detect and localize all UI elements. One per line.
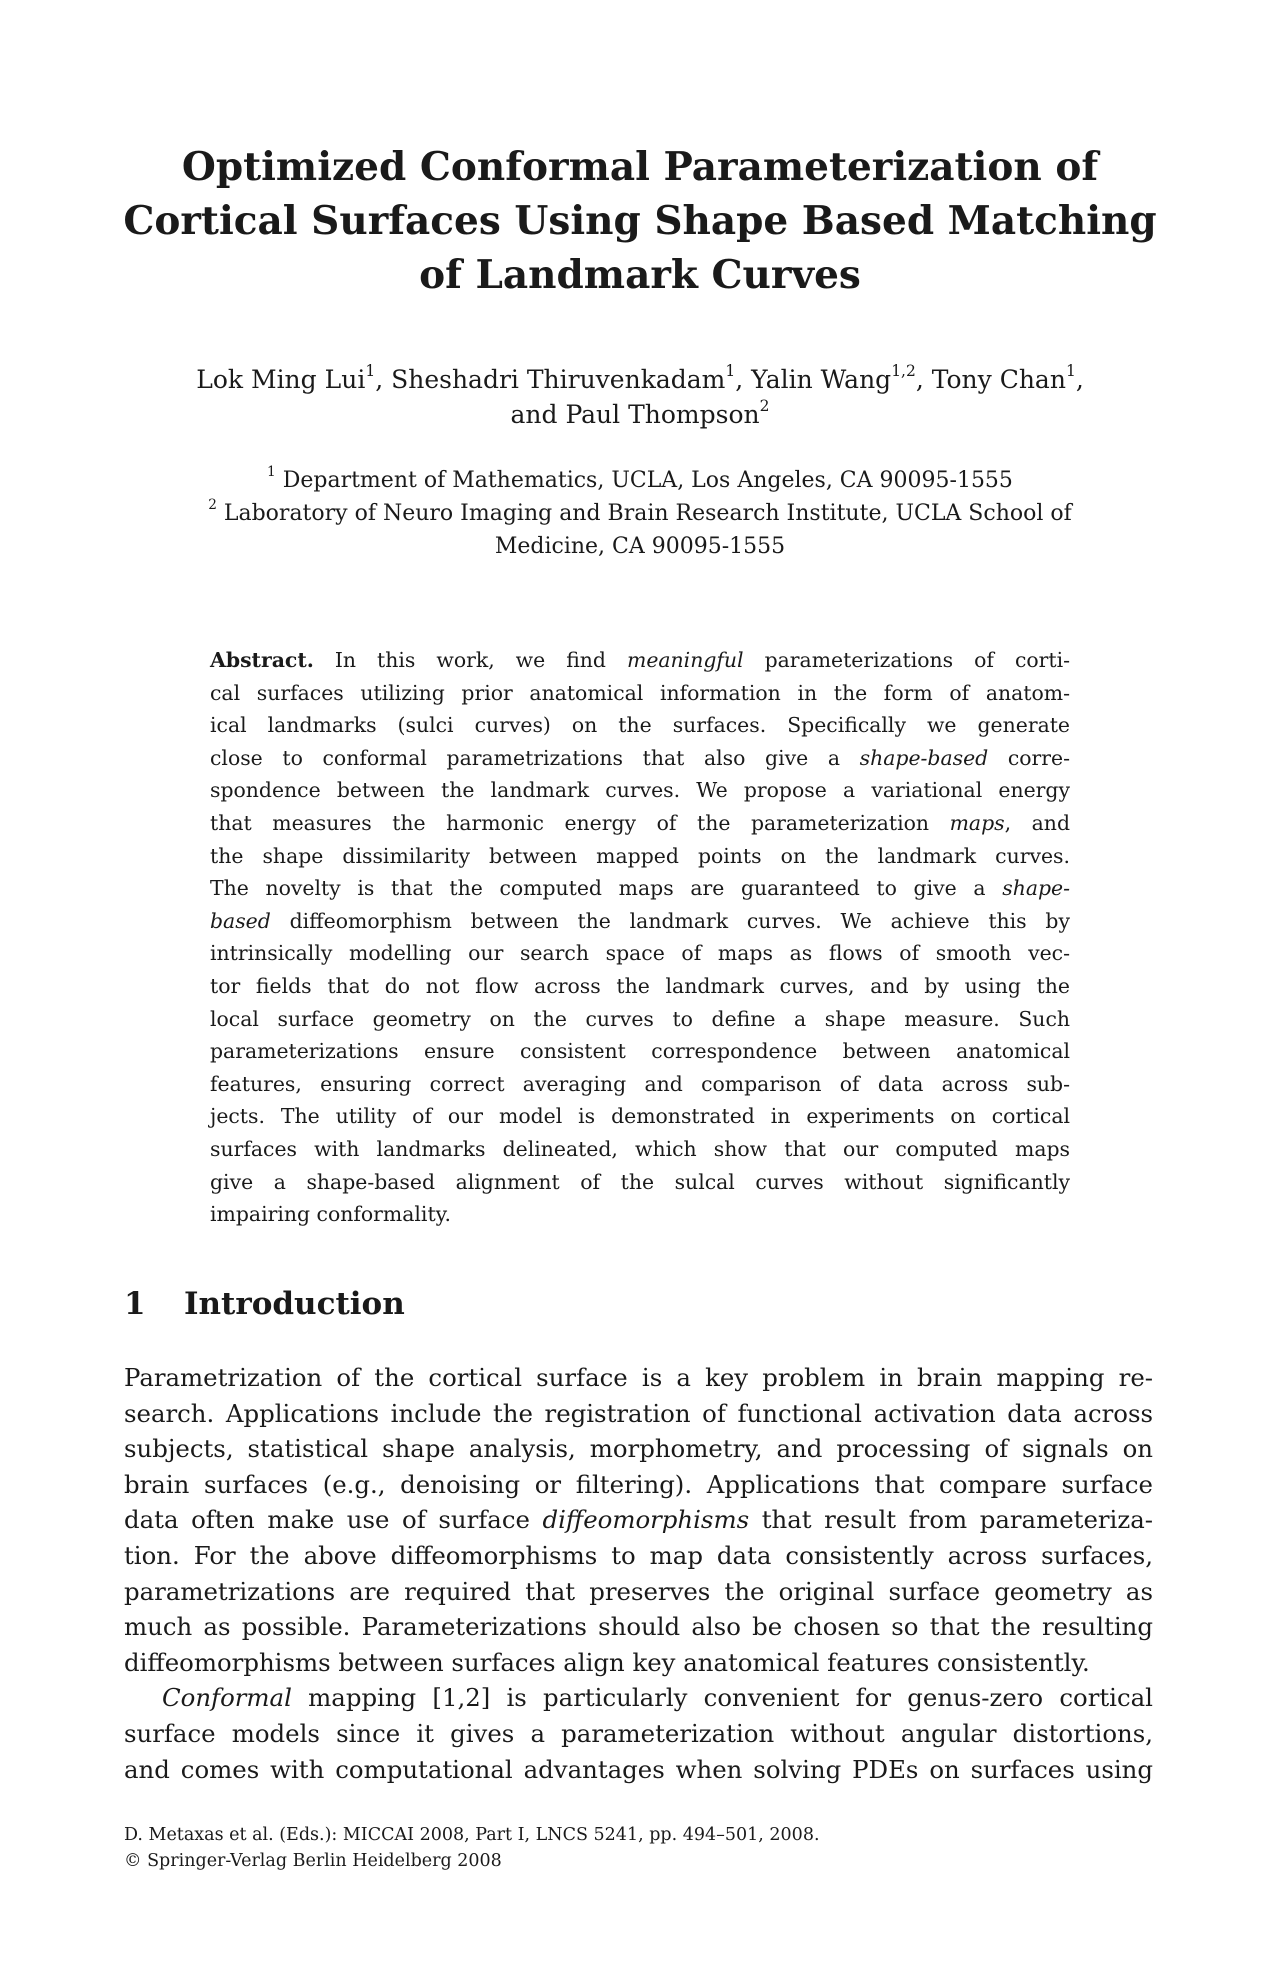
affiliation-number: 2 xyxy=(208,496,217,513)
title-line: of Landmark Curves xyxy=(419,252,861,298)
author-affil-mark: 2 xyxy=(759,396,770,415)
abstract-line: Abstract. In this work, we find meaningful parameterizations of corti- xyxy=(210,648,1070,672)
body-line: data often make use of surface diffeomorphisms that result from parameteriza- xyxy=(124,1505,1153,1535)
body-line: Parametrization of the cortical surface is a key problem in brain mapping re- xyxy=(124,1363,1153,1392)
body-line: tion. For the above diffeomorphisms to map data consistently across surfaces, xyxy=(124,1540,1153,1570)
abstract xyxy=(210,644,1070,1231)
citation-line: D. Metaxas et al. (Eds.): MICCAI 2008, Part I, LNCS 5241, pp. 494–501, 2008. xyxy=(124,1825,820,1845)
body-line: much as possible. Parameterizations should also be chosen so that the resulting xyxy=(124,1612,1153,1642)
affiliation-text: Department of Mathematics, UCLA, Los Angeles, CA 90095-1555 xyxy=(282,468,1013,493)
body-line: brain surfaces (e.g., denoising or filtering). Applications that compare surface xyxy=(124,1469,1153,1499)
abstract-line: that measures the harmonic energy of the parameterization maps, and xyxy=(210,810,1070,835)
title-line: Cortical Surfaces Using Shape Based Matching xyxy=(123,198,1157,244)
abstract-line: give a shape-based alignment of the sulcal curves without significantly xyxy=(210,1169,1070,1194)
body-line: subjects, statistical shape analysis, morphometry, and processing of signals on xyxy=(124,1434,1153,1464)
author-affil-mark: 1 xyxy=(725,361,736,380)
abstract-line: close to conformal parametrizations that also give a shape-based corre- xyxy=(210,745,1070,770)
abstract-line: jects. The utility of our model is demonstrated in experiments on cortical xyxy=(210,1104,1070,1129)
body-line: diffeomorphisms between surfaces align key anatomical features consistently. xyxy=(124,1647,1090,1677)
abstract-line: ical landmarks (sulci curves) on the surfaces. Specifically we generate xyxy=(210,713,1070,738)
author-list xyxy=(100,362,1180,432)
abstract-line: impairing conformality. xyxy=(210,1202,451,1227)
author-name: Tony Chan xyxy=(931,365,1066,394)
affiliation-text: Laboratory of Neuro Imaging and Brain Research Institute, UCLA School of xyxy=(223,501,1072,526)
abstract-line: intrinsically modelling our search space of maps as flows of smooth vec- xyxy=(210,941,1070,966)
abstract-line: surfaces with landmarks delineated, which show that our computed maps xyxy=(210,1136,1070,1161)
title-line: Optimized Conformal Parameterization of xyxy=(181,144,1099,190)
abstract-line: the shape dissimilarity between mapped points on the landmark curves. xyxy=(210,843,1070,868)
abstract-line: local surface geometry on the curves to define a shape measure. Such xyxy=(210,1006,1070,1031)
author-name: Sheshadri Thiruvenkadam xyxy=(391,365,726,394)
section-heading xyxy=(124,1284,405,1324)
copyright-line: © Springer-Verlag Berlin Heidelberg 2008 xyxy=(124,1851,502,1871)
author-name: Paul Thompson xyxy=(565,400,760,429)
paper-title xyxy=(100,140,1180,302)
body-line: parametrizations are required that preserves the original surface geometry as xyxy=(124,1576,1153,1606)
body-line: search. Applications include the registration of functional activation data across xyxy=(124,1398,1153,1428)
abstract-line: parameterizations ensure consistent correspondence between anatomical xyxy=(210,1039,1070,1064)
abstract-line: cal surfaces utilizing prior anatomical information in the form of anatom- xyxy=(210,680,1070,705)
affiliation-1 xyxy=(100,464,1180,497)
abstract-line: based diffeomorphism between the landmark curves. We achieve this by xyxy=(210,908,1070,933)
body-line: and comes with computational advantages when solving PDEs on surfaces using xyxy=(124,1754,1153,1784)
author-affil-mark: 1,2 xyxy=(891,361,916,380)
author-name: Yalin Wang xyxy=(751,365,892,394)
author-conjunction: and xyxy=(510,400,558,429)
body-text xyxy=(124,1360,1153,1787)
affiliations xyxy=(100,464,1180,563)
section-number: 1 xyxy=(124,1286,146,1322)
body-line: surface models since it gives a parameterization without angular distortions, xyxy=(124,1718,1153,1748)
abstract-line: spondence between the landmark curves. We propose a variational energy xyxy=(210,778,1070,803)
author-name: Lok Ming Lui xyxy=(196,365,366,394)
affiliation-text-continued: Medicine, CA 90095-1555 xyxy=(494,534,786,559)
affiliation-2 xyxy=(100,497,1180,530)
abstract-label: Abstract. xyxy=(210,648,314,672)
abstract-line: The novelty is that the computed maps are guaranteed to give a shape- xyxy=(210,876,1071,901)
affiliation-number: 1 xyxy=(267,463,276,480)
abstract-line: tor fields that do not flow across the landmark curves, and by using the xyxy=(210,973,1070,998)
author-affil-mark: 1 xyxy=(365,361,376,380)
body-line: Conformal mapping [1,2] is particularly convenient for genus-zero cortical xyxy=(162,1683,1153,1713)
abstract-line: features, ensuring correct averaging and comparison of data across sub- xyxy=(210,1071,1070,1096)
section-title: Introduction xyxy=(184,1286,405,1322)
author-line: Lok Ming Lui$^1$, Sheshadri Thiruvenkadam$^1$, Yalin Wang$^{1,2}$, Tony Chan$^1$, xyxy=(196,361,1084,394)
author-line xyxy=(100,397,1180,432)
author-affil-mark: 1 xyxy=(1065,361,1076,380)
page-footer xyxy=(124,1822,820,1874)
